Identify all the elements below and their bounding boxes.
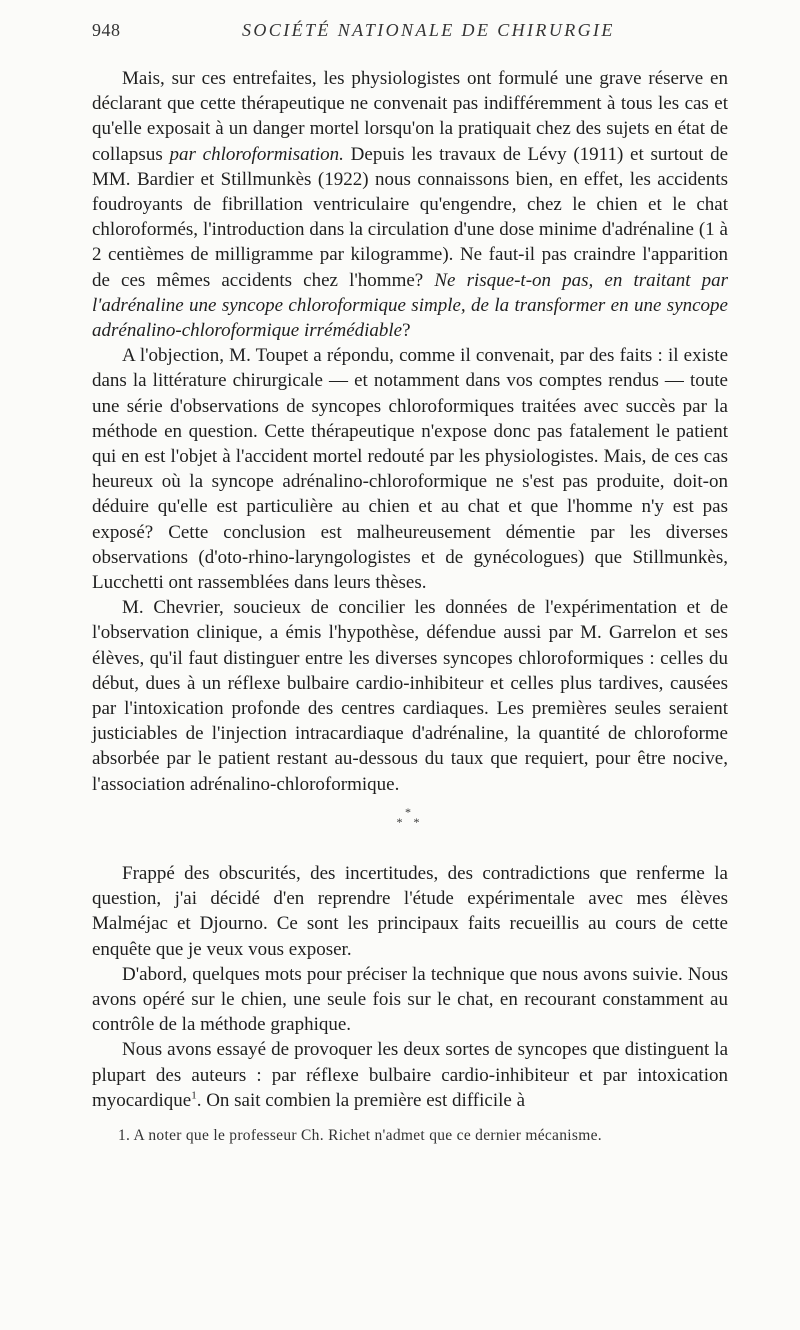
paragraph-1-italic-b: Ne risque-t-on pas, en traitant par l'adrénaline une syncope chloroformique simple, de la transformer en une syncope adrénalino-chloroformique irrémédiable bbox=[92, 269, 728, 342]
asterism-top: * bbox=[405, 804, 415, 819]
footnote-marker: 1 bbox=[191, 1089, 197, 1102]
footnote: 1. A noter que le professeur Ch. Richet n'admet que ce dernier mécanisme. bbox=[118, 1127, 602, 1144]
paragraph-6 bbox=[92, 1037, 728, 1113]
paragraph-1-text-a: Mais, sur ces entrefaites, les physiologistes ont formulé une grave réserve en déclarant que cette thérapeutique ne convenait pas indifféremment à tous les cas et qu'elle exposait à un danger mortel lorsqu'on la pratiquait chez des sujets en état de collapsus bbox=[92, 68, 728, 165]
page-number: 948 bbox=[92, 20, 121, 40]
asterism-bottom: * * bbox=[396, 814, 424, 829]
paragraph-6-text-b: . On sait combien la première est difficile à bbox=[196, 1089, 526, 1111]
paragraph-5: D'abord, quelques mots pour préciser la technique que nous avons suivie. Nous avons opéré sur le chien, une seule fois sur le chat, en recourant constamment au contrôle de la méthode graphique. bbox=[92, 963, 728, 1036]
asterism-separator bbox=[92, 804, 728, 829]
paragraph-6-text-a: Nous avons essayé de provoquer les deux sortes de syncopes que distinguent la plupart des auteurs : par réflexe bulbaire cardio-inhibiteur et par intoxication myocardique bbox=[92, 1039, 728, 1111]
page-header bbox=[92, 20, 732, 44]
paragraph-2: A l'objection, M. Toupet a répondu, comme il convenait, par des faits : il existe dans la littérature chirurgicale — et notamment dans vos comptes rendus — toute une série d'observations de syncopes chloroformiques traitées avec succès par la méthode en question. Cette thérapeutique n'expose donc pas fatalement le patient qui en est l'objet à l'accident mortel redouté par les physiologistes. Mais, de ces cas heureux où la syncope adrénalino-chloroformique ne s'est pas produite, doit-on déduire qu'elle est particulière au chien et au chat et que l'homme n'y est pas exposé? Cette conclusion est malheureusement démentie par les diverses observations (d'oto-rhino-laryngologistes et de gynécologues) que Stillmunkès, Lucchetti ont rassemblées dans leurs thèses. bbox=[92, 345, 728, 594]
running-head: SOCIÉTÉ NATIONALE DE CHIRURGIE bbox=[242, 20, 615, 40]
paragraph-1-text-b: Depuis les travaux de Lévy (1911) et surtout de MM. Bardier et Stillmunkès (1922) nous connaissons bien, en effet, les accidents foudroyants de fibrillation ventriculaire qu'engendre, chez le chien et le chat chloroformés, l'introduction dans la circulation d'une dose minime d'adrénaline (1 à 2 centièmes de milligramme par kilogramme). Ne faut-il pas craindre l'apparition de ces mêmes accidents chez l'homme? bbox=[92, 143, 728, 291]
paragraph-4: Frappé des obscurités, des incertitudes, des contradictions que renferme la question, j'ai décidé d'en reprendre l'étude expérimentale avec mes élèves Malméjac et Djourno. Ce sont les principaux faits recueillis au cours de cette enquête que je veux vous exposer. bbox=[92, 862, 728, 960]
paragraph-1-italic-a: par chloroformisation. bbox=[169, 143, 344, 165]
body-text bbox=[92, 66, 728, 1113]
paragraph-1-text-c: ? bbox=[402, 320, 411, 342]
paragraph-3: M. Chevrier, soucieux de concilier les données de l'expérimentation et de l'observation clinique, a émis l'hypothèse, défendue aussi par M. Garrelon et ses élèves, qu'il faut distinguer entre les diverses syncopes chloroformiques : celles du début, dues à un réflexe bulbaire cardio-inhibiteur et celles plus tardives, causées par l'intoxication profonde des centres cardiaques. Les premières seules seraient justiciables de l'injection intracardiaque d'adrénaline, la quantité de chloroforme absorbée par le patient restant au-dessous du taux que requiert, pour être nocive, l'association adrénalino-chloroformique. bbox=[92, 597, 728, 795]
paragraph-1 bbox=[92, 66, 728, 343]
